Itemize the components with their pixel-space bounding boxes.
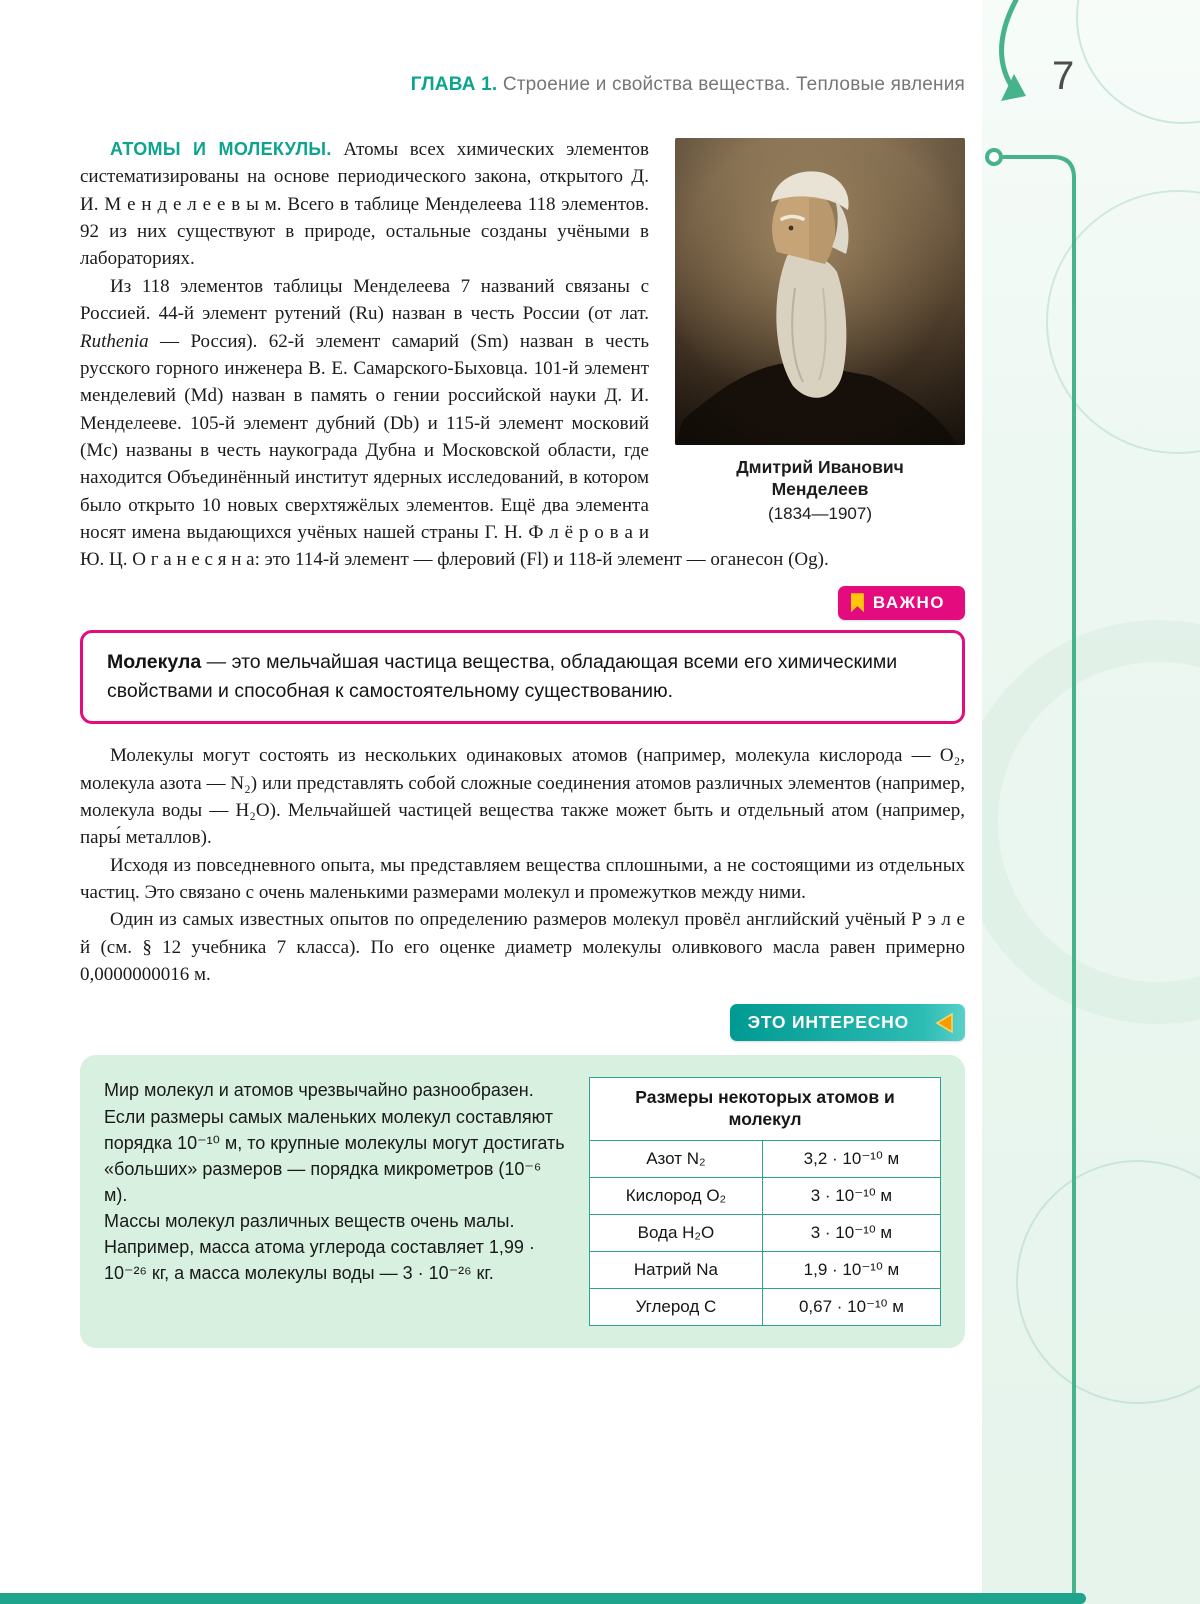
interesting-paragraph: Если размеры самых маленьких молекул составляют порядка 10⁻¹⁰ м, то крупные молекулы могут достигать «больших» размеров — порядка микрометров (10⁻⁶ м). <box>104 1106 565 1205</box>
paragraph-text: Атомы всех химических элементов систематизированы на основе периодического закона, открытого Д. И. М е н д е л е е в ы м. Всего в таблице Менделеева 118 элементов. 92 из них существуют в природе, остальные созданы учёными в лабораториях. <box>80 139 649 270</box>
interesting-paragraph: Массы молекул различных веществ очень малы. Например, масса атома углерода составляет 1,99 · 10⁻²⁶ кг, а масса молекулы воды — 3 · 10⁻²⁶ кг. <box>104 1210 535 1284</box>
table-cell-name: Натрий Na <box>590 1252 763 1289</box>
paragraph-text: Из 118 элементов таблицы Менделеева 7 названий связаны с Россией. 44-й элемент рутений (Ru) назван в честь России (от лат. <box>80 275 649 325</box>
mendeleev-portrait-figure <box>675 138 965 524</box>
table-cell-name: Кислород O₂ <box>590 1178 763 1215</box>
interesting-text-column <box>104 1077 567 1326</box>
chapter-label: ГЛАВА 1. <box>410 74 498 95</box>
paragraph-rayleigh-experiment: Один из самых известных опытов по определению размеров молекул провёл английский учёный Р э л е й (см. § 12 учебника 7 класса). По его оценке диаметр молекулы оливкового масла равен примерно 0,0000000016 м. <box>80 909 965 986</box>
page-content <box>80 74 965 1348</box>
interesting-box <box>80 1055 965 1348</box>
table-row <box>590 1252 941 1289</box>
table-cell-value: 3 · 10⁻¹⁰ м <box>762 1215 940 1252</box>
sizes-table <box>589 1077 941 1326</box>
important-badge-label: ВАЖНО <box>872 592 945 612</box>
bottom-accent-bar <box>0 1593 1086 1604</box>
page-number: 7 <box>1052 54 1075 98</box>
portrait-caption-years: (1834—1907) <box>768 503 872 523</box>
bookmark-icon <box>851 593 864 612</box>
decorative-circle <box>1046 190 1200 454</box>
portrait-caption <box>675 457 965 524</box>
sizes-table-title-row <box>590 1078 941 1141</box>
table-cell-name: Азот N₂ <box>590 1141 763 1178</box>
decorative-circle <box>982 620 1200 1024</box>
chapter-title: Строение и свойства вещества. Тепловые явления <box>502 74 965 95</box>
table-cell-name: Углерод C <box>590 1289 763 1326</box>
interesting-badge-label: ЭТО ИНТЕРЕСНО <box>730 1004 923 1041</box>
definition-box <box>80 630 965 725</box>
important-badge-row <box>80 586 965 620</box>
table-row <box>590 1289 941 1326</box>
table-row <box>590 1178 941 1215</box>
latin-term: Ruthenia <box>80 330 149 352</box>
intro-section <box>80 136 965 574</box>
interesting-badge-row <box>80 1004 965 1041</box>
table-row <box>590 1215 941 1252</box>
paragraph-molecule-composition: Молекулы могут состоять из нескольких одинаковых атомов (например, молекула кислорода — O₂, молекула азота — N₂) или представлять собой сложные соединения атомов различных элементов (например, молекула воды — H₂O). Мельчайшей частицей вещества также может быть и отдельный атом (например, пары́ металлов). <box>80 745 965 849</box>
chapter-header <box>80 74 965 96</box>
sizes-table-title: Размеры некоторых атомов и молекул <box>590 1078 941 1141</box>
play-arrow-icon <box>923 1004 965 1041</box>
section-lead-label: АТОМЫ И МОЛЕКУЛЫ. <box>110 139 332 159</box>
mendeleev-portrait-image <box>675 138 965 445</box>
right-margin-decoration <box>982 0 1200 1604</box>
definition-term: Молекула <box>107 650 202 673</box>
paragraph-text: — Россия). 62-й элемент самарий (Sm) назван в честь русского горного инженера В. Е. Самарского-Быховца. 101-й элемент менделевий (Md) назван в память о гении российской науки Д. И. Менделееве. 105-й элемент дубний (Db) и 115-й элемент московий (Mc) названы в честь наукограда Дубна и Московской области, где находится Объединённый институт ядерных исследований, в котором было открыто 10 новых сверхтяжёлых элементов. Ещё два элемента носят имена выдающихся учёных нашей страны Г. Н. Ф л ё р о в а и Ю. Ц. О г а н е с я н а: это 114-й элемент — флеровий (Fl) и 118-й элемент — оганесон (Og). <box>80 330 829 571</box>
interesting-badge <box>730 1004 965 1041</box>
interesting-paragraph: Мир молекул и атомов чрезвычайно разнообразен. <box>104 1080 534 1101</box>
table-cell-name: Вода H₂O <box>590 1215 763 1252</box>
paragraph-everyday-experience: Исходя из повседневного опыта, мы представляем вещества сплошными, а не состоящими из отдельных частиц. Это связано с очень маленькими размерами молекул и промежутков между ними. <box>80 854 965 904</box>
portrait-caption-name: Дмитрий Иванович Менделеев <box>736 457 904 499</box>
table-cell-value: 3 · 10⁻¹⁰ м <box>762 1178 940 1215</box>
important-badge <box>838 586 965 620</box>
table-cell-value: 0,67 · 10⁻¹⁰ м <box>762 1289 940 1326</box>
decorative-circle <box>1076 0 1200 124</box>
definition-text: — это мельчайшая частица вещества, обладающая всеми его химическими свойствами и способная к самостоятельному существованию. <box>107 650 898 702</box>
table-cell-value: 3,2 · 10⁻¹⁰ м <box>762 1141 940 1178</box>
table-cell-value: 1,9 · 10⁻¹⁰ м <box>762 1252 940 1289</box>
table-row <box>590 1141 941 1178</box>
decorative-circle <box>1016 1160 1200 1404</box>
